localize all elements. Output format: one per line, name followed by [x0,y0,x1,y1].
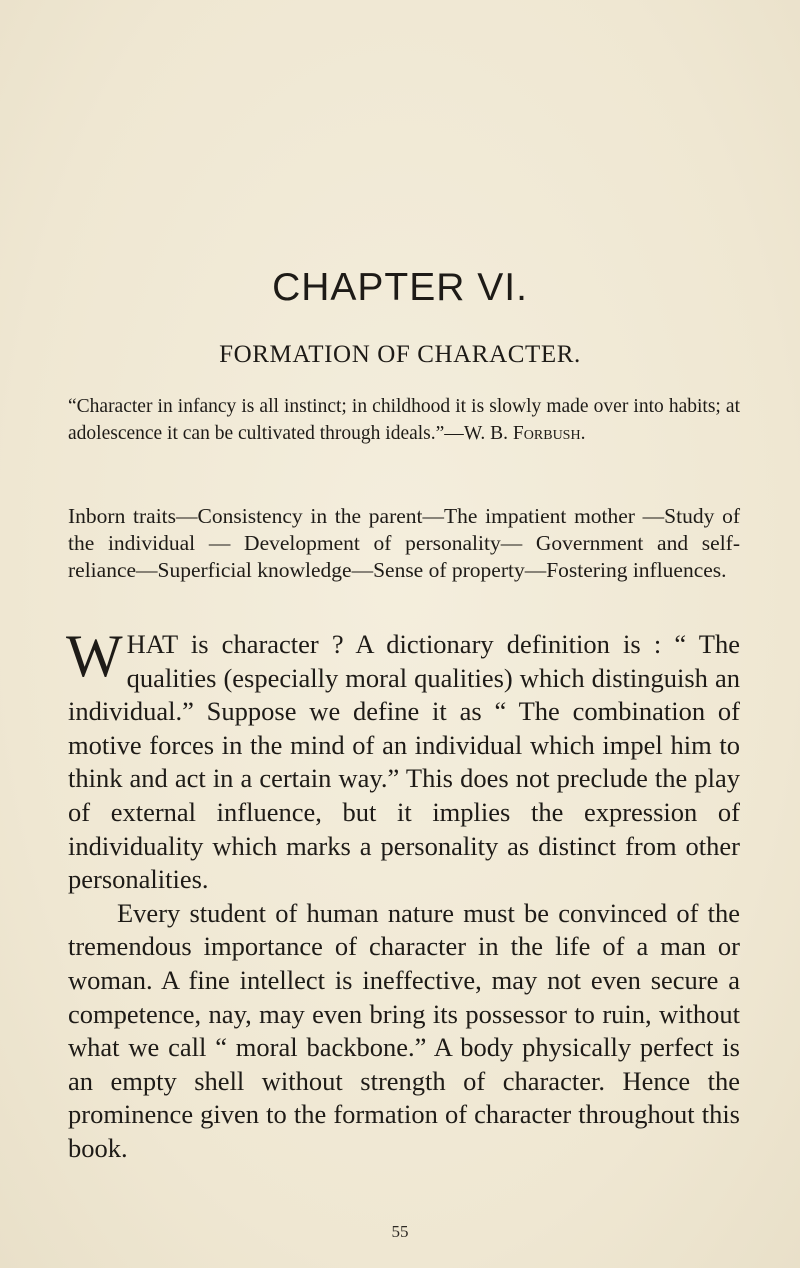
paragraph-1-text: is character ? A dictionary definition is : “ The qualities (especially moral qualities) which distinguish an individual.” Suppose we define it as “ The combination of motive forces in the mind of an individual which impel him to think and act in a certain way.” This does not preclude the play of external influence, but it implies the expression of individuality which marks a personality as distinct from other personalities. [68,629,740,895]
body-text [66,623,740,1166]
opening-caps: HAT [126,629,178,659]
paragraph-1 [66,623,740,897]
epigraph-author: W. B. Forbush. [463,423,586,444]
epigraph [68,393,740,447]
page-number: 55 [391,1222,409,1241]
chapter-title: CHAPTER VI. [272,266,528,309]
drop-cap: W [66,623,123,689]
section-title: FORMATION OF CHARACTER. [219,341,581,368]
paragraph-2: Every student of human nature must be convinced of the tremendous importance of character in the life of a man or woman. A fine intellect is ineffective, may not even secure a competence, nay, may even bring its possessor to ruin, without what we call “ moral backbone.” A body physically perfect is an empty shell without strength of character. Hence the prominence given to the formation of character throughout this book. [68,897,740,1163]
chapter-synopsis: Inborn traits—Consistency in the parent—The impatient mother —Study of the individual — Development of personality— Government and self-reliance—Superficial knowledge—Sense of property—Fostering influences. [68,504,740,582]
epigraph-quote: “Character in infancy is all instinct; in childhood it is slowly made over into habits; at adolescence it can be cultivated through ideals.”— [68,396,740,444]
